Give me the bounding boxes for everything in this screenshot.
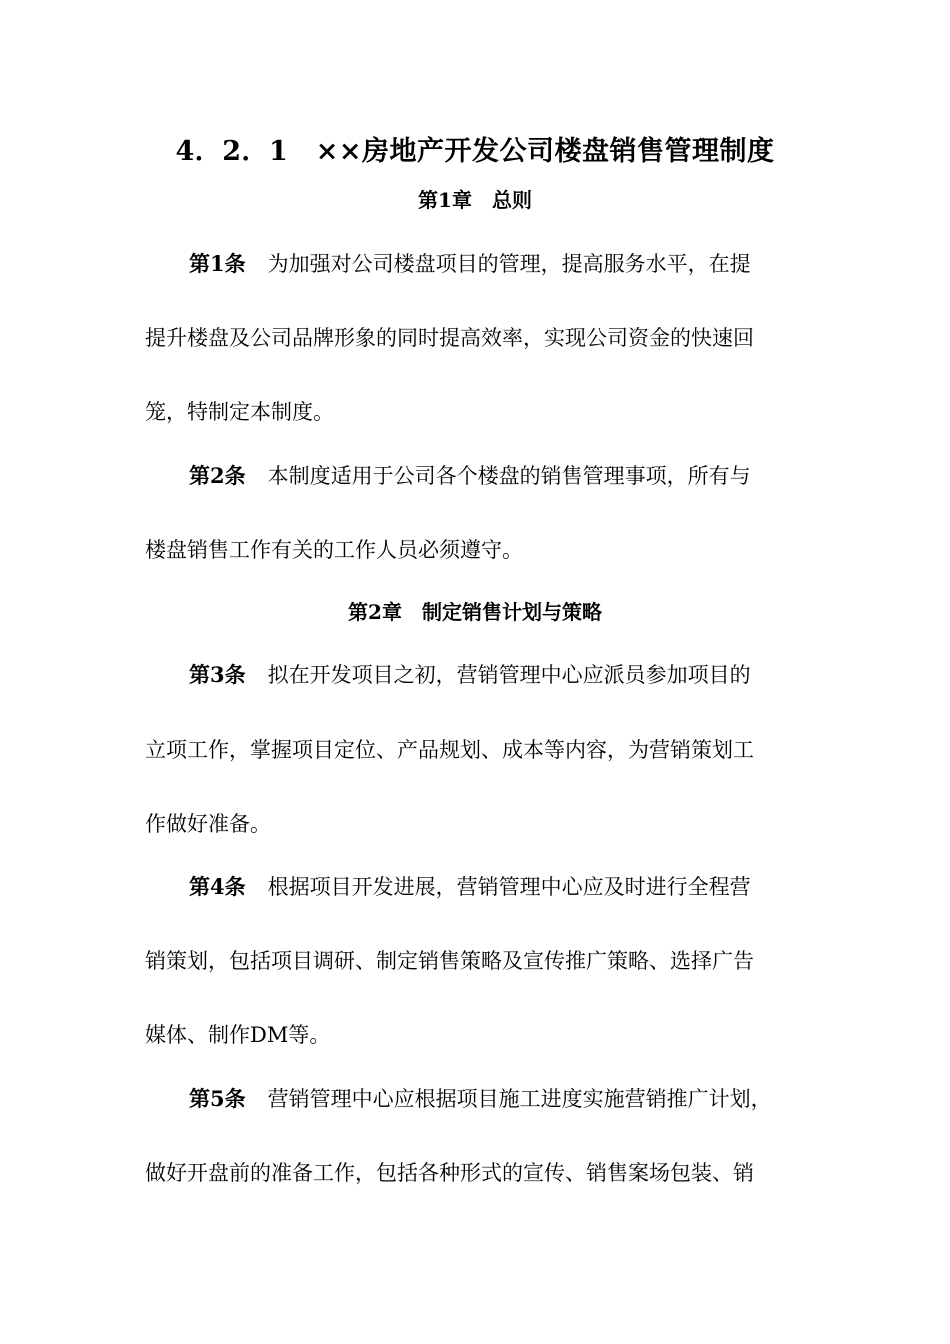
- article-3-line-3: 作做好准备。: [145, 812, 271, 836]
- article-4-text: 根据项目开发进展，营销管理中心应及时进行全程营: [267, 875, 751, 899]
- article-3-line-1: [189, 660, 751, 690]
- article-2-line-1: [189, 461, 751, 491]
- article-5-text: 营销管理中心应根据项目施工进度实施营销推广计划，: [267, 1087, 772, 1111]
- article-4-number: 第4条: [189, 874, 246, 899]
- article-3-line-2: 立项工作，掌握项目定位、产品规划、成本等内容，为营销策划工: [145, 738, 754, 762]
- article-5-line-2: 做好开盘前的准备工作，包括各种形式的宣传、销售案场包装、销: [145, 1161, 754, 1185]
- article-5-line-1: [189, 1084, 772, 1114]
- article-1-number: 第1条: [189, 251, 246, 276]
- article-1-line-3: 笼，特制定本制度。: [145, 400, 334, 424]
- article-1-text: 为加强对公司楼盘项目的管理，提高服务水平，在提: [267, 252, 751, 276]
- article-2-text: 本制度适用于公司各个楼盘的销售管理事项，所有与: [267, 464, 751, 488]
- chapter-2-heading: 第2章 制定销售计划与策略: [348, 600, 602, 624]
- chapter-1-heading: 第1章 总则: [418, 188, 532, 212]
- article-2-number: 第2条: [189, 463, 246, 488]
- article-3-number: 第3条: [189, 662, 246, 687]
- article-3-text: 拟在开发项目之初，营销管理中心应派员参加项目的: [267, 663, 751, 687]
- article-5-number: 第5条: [189, 1086, 246, 1111]
- article-2-line-2: 楼盘销售工作有关的工作人员必须遵守。: [145, 538, 523, 562]
- article-4-line-2: 销策划，包括项目调研、制定销售策略及宣传推广策略、选择广告: [145, 949, 754, 973]
- article-1-line-2: 提升楼盘及公司品牌形象的同时提高效率，实现公司资金的快速回: [145, 326, 754, 350]
- article-4-line-3: 媒体、制作DM等。: [145, 1023, 331, 1047]
- article-1-line-1: [189, 249, 751, 279]
- document-title: 4．2．1 ××房地产开发公司楼盘销售管理制度: [175, 136, 775, 167]
- article-4-line-1: [189, 872, 751, 902]
